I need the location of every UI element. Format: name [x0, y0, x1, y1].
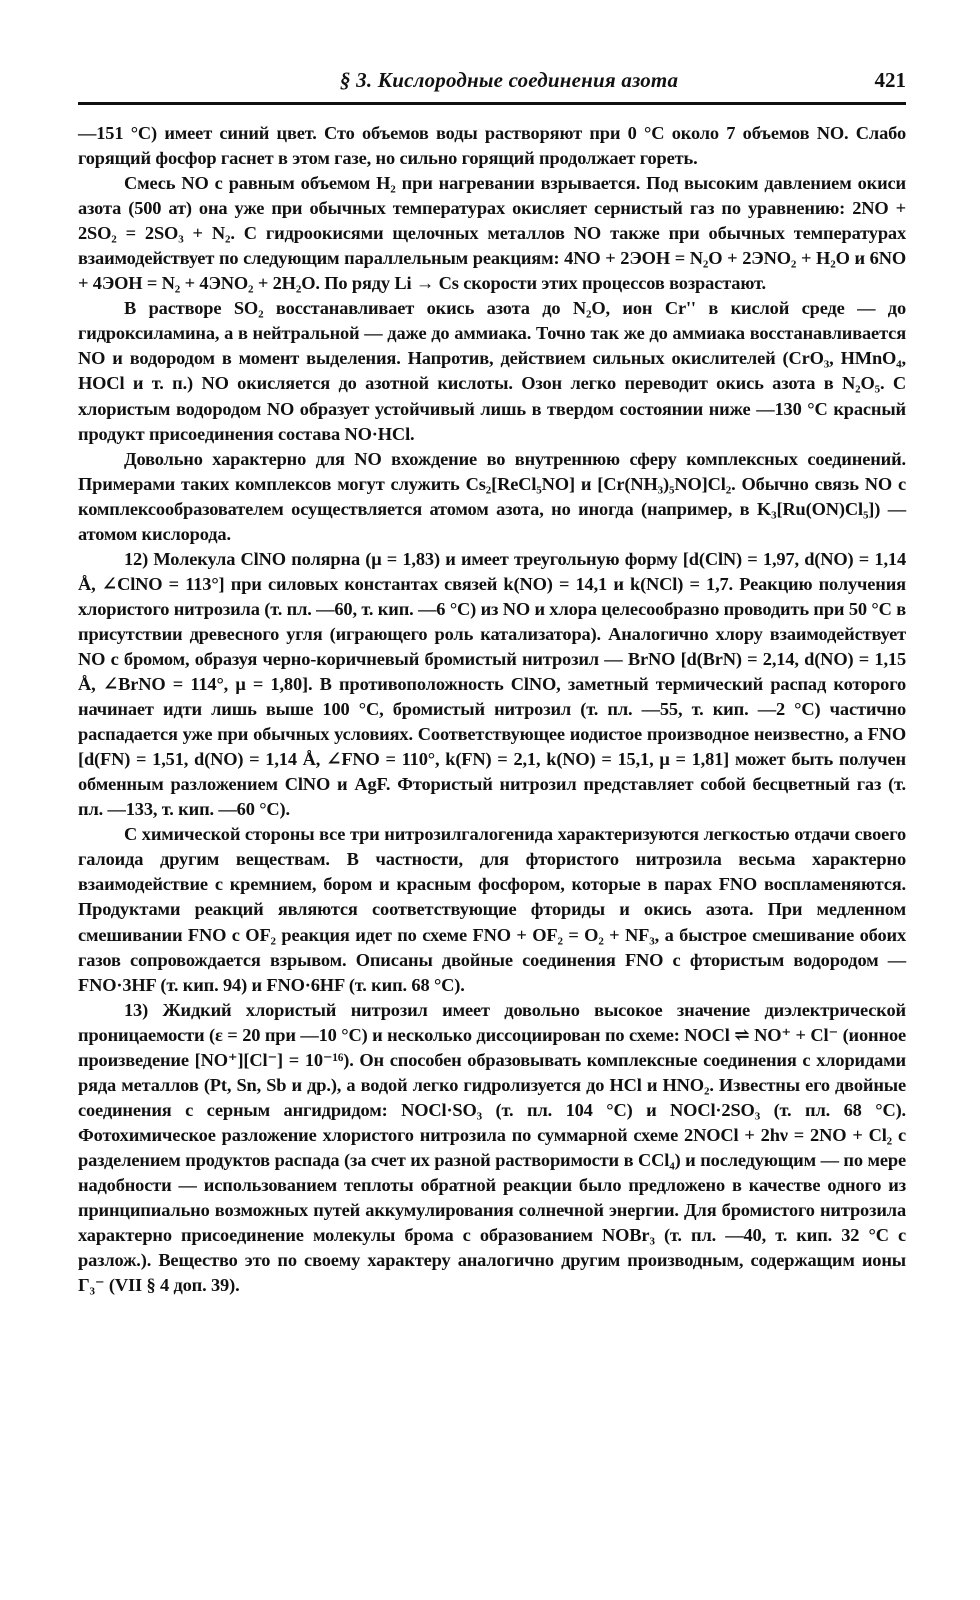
page-number: 421: [874, 68, 906, 92]
paragraph-note-12: 12) Молекула ClNO полярна (μ = 1,83) и имеет треугольную форму [d(ClN) = 1,97, d(NO) = 1,14 Å, ∠ClNO = 113°] при силовых константах связей k(NO) = 14,1 и k(NCl) = 1,7. Реакцию получения хлористого нитрозила (т. пл. —60, т. кип. —6 °C) из NO и хлора целесообразно проводить при 50 °C в присутствии древесного угля (играющего роль катализатора). Аналогично хлору взаимодействует NO с бромом, образуя черно-коричневый бромистый нитрозил — BrNO [d(BrN) = 2,14, d(NO) = 1,15 Å, ∠BrNO = 114°, μ = 1,80]. В противоположность ClNO, заметный термический распад которого начинает идти лишь выше 100 °C, бромистый нитрозил (т. пл. —55, т. кип. —2 °C) частично распадается уже при обычных условиях. Соответствующее иодистое производное неизвестно, а FNO [d(FN) = 1,51, d(NO) = 1,14 Å, ∠FNO = 110°, k(FN) = 2,1, k(NO) = 15,1, μ = 1,81] может быть получен обменным разложением ClNO и AgF. Фтористый нитрозил представляет собой бесцветный газ (т. пл. —133, т. кип. —60 °C).: [78, 548, 906, 820]
body-text: [78, 121, 906, 1298]
paragraph-continuation: —151 °C) имеет синий цвет. Сто объемов воды растворяют при 0 °C около 7 объемов NO. Слабо горящий фосфор гаснет в этом газе, но сильно горящий продолжает гореть.: [78, 123, 906, 169]
paragraph-no-mixture: Смесь NO с равным объемом H₂ при нагревании взрывается. Под высоким давлением окиси азота (500 ат) она уже при обычных температурах окисляет сернистый газ по уравнению: 2NO + 2SO₂ = 2SO₃ + N₂. С гидроокисями щелочных металлов NO также при обычных температурах взаимодействует по следующим параллельным реакциям: 4NO + 2ЭOH = N₂O + 2ЭNO₂ + H₂O и 6NO + 4ЭOH = N₂ + 4ЭNO₂ + 2H₂O. По ряду Li → Cs скорости этих процессов возрастают.: [78, 173, 906, 294]
paragraph-complexes: Довольно характерно для NO вхождение во внутреннюю сферу комплексных соединений. Примерами таких комплексов могут служить Cs₂[ReCl₅NO] и [Cr(NH₃)₅NO]Cl₂. Обычно связь NO с комплексообразователем осуществляется атомом азота, но иногда (например, в K₃[Ru(ON)Cl₅]) — атомом кислорода.: [78, 448, 906, 544]
header-rule: [78, 102, 906, 105]
paragraph-halides-chemistry: С химической стороны все три нитрозилгалогенида характеризуются легкостью отдачи своего галоида другим веществам. В частности, для фтористого нитрозила весьма характерно взаимодействие с кремнием, бором и красным фосфором, которые в парах FNO воспламеняются. Продуктами реакций являются соответствующие фториды и окись азота. При медленном смешивании FNO с OF₂ реакция идет по схеме FNO + OF₂ = O₂ + NF₃, а быстрое смешивание обоих газов сопровождается взрывом. Описаны двойные соединения FNO с фтористым водородом — FNO·3HF (т. кип. 94) и FNO·6HF (т. кип. 68 °C).: [78, 824, 906, 995]
page-header: [78, 62, 906, 102]
book-page: [78, 62, 906, 1298]
paragraph-so2-reduction: В растворе SO₂ восстанавливает окись азота до N₂O, ион Cr'' в кислой среде — до гидроксиламина, а в нейтральной — даже до аммиака. Точно так же до аммиака восстанавливается NO и водородом в момент выделения. Напротив, действием сильных окислителей (CrO₃, HMnO₄, HOCl и т. п.) NO окисляется до азотной кислоты. Озон легко переводит окись азота в N₂O₅. С хлористым водородом NO образует устойчивый лишь в твердом состоянии ниже —130 °C красный продукт присоединения состава NO·HCl.: [78, 298, 906, 444]
running-title: § 3. Кислородные соединения азота: [340, 68, 679, 92]
paragraph-note-13: 13) Жидкий хлористый нитрозил имеет довольно высокое значение диэлектрической проницаемости (ε = 20 при —10 °C) и несколько диссоциирован по схеме: NOCl ⇌ NO⁺ + Cl⁻ (ионное произведение [NO⁺][Cl⁻] = 10⁻¹⁶). Он способен образовывать комплексные соединения с хлоридами ряда металлов (Pt, Sn, Sb и др.), а водой легко гидролизуется до HCl и HNO₂. Известны его двойные соединения с серным ангидридом: NOCl·SO₃ (т. пл. 104 °C) и NOCl·2SO₃ (т. пл. 68 °C). Фотохимическое разложение хлористого нитрозила по суммарной схеме 2NOCl + 2hν = 2NO + Cl₂ с разделением продуктов распада (за счет их разной растворимости в CCl₄) и последующим — по мере надобности — использованием теплоты обратной реакции было предложено в качестве одного из принципиально возможных путей аккумулирования солнечной энергии. Для бромистого нитрозила характерно присоединение молекулы брома с образованием NOBr₃ (т. пл. —40, т. кип. 32 °C с разлож.). Вещество это по своему характеру аналогично другим производным, содержащим ионы Г₃⁻ (VII § 4 доп. 39).: [78, 999, 906, 1296]
